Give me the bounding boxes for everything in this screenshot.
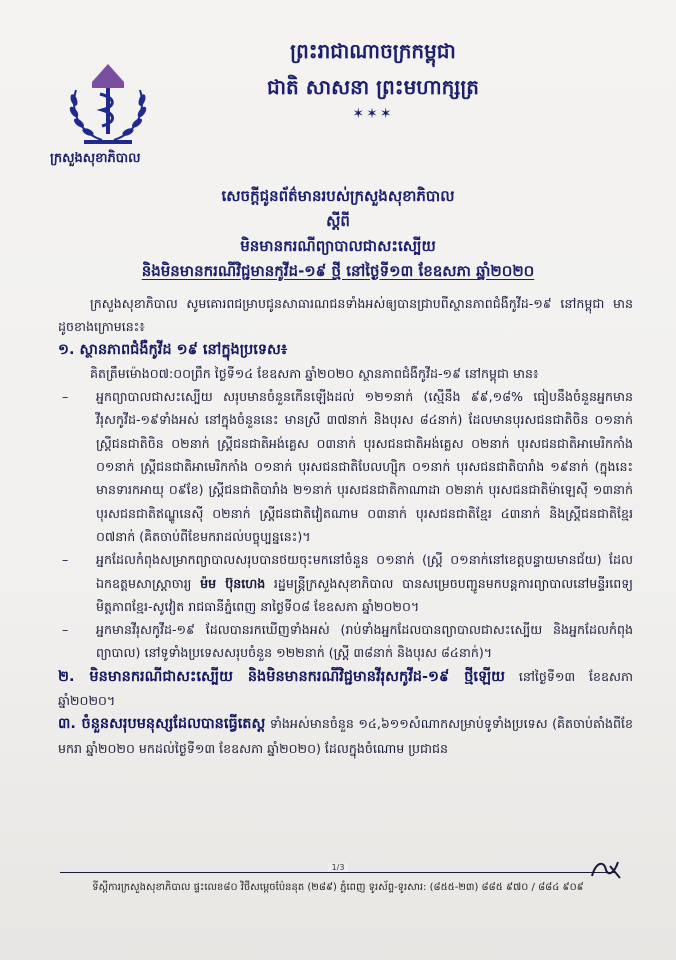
bullet-dash: – (62, 389, 69, 405)
title-line-4: និងមិនមានករណីវិជ្ជមានកូវីដ-១៩ ថ្មី នៅថ្ងៃទី១៣ ខែឧសភា ឆ្នាំ២០២០ (141, 262, 535, 280)
footer-divider (60, 872, 616, 873)
bullet-text: អ្នកមានវីរុសកូវីដ-១៩ ដែលបានរកឃើញទាំងអស់ (រាប់ទាំងអ្នកដែលបានព្យាបាលជាសះស្បើយ និងអ្នកដែលកំពុងព្យាបាល) នៅទូទាំងប្រទេសសរុបចំនួន ១២២នាក់ (ស្ត្រី ៣៨នាក់ និងបុរស ៨៤នាក់)។ (96, 622, 633, 661)
bullet-text: អ្នកព្យាបាលជាសះស្បើយ សរុបមានចំនួនកើនឡើងដល់ ១២១នាក់ (ស្មើនឹង ៩៩,១៨% ធៀបនឹងចំនួនអ្នកមានវីរុសកូវីដ-១៩ទាំងអស់ នៅក្នុងចំនួននេះ មានស្រី ៣៧នាក់ និងបុរស ៨៤នាក់) ដែលមានបុរសជនជាតិចិន ០១នាក់ ស្ត្រីជនជាតិចិន ០២នាក់ ស្ត្រីជនជាតិអង់គ្លេស ០៣នាក់ បុរសជនជាតិអង់គ្លេស ០២នាក់ បុរសជនជាតិអាមេរិកកាំង ០១នាក់ ស្ត្រីជនជាតិអាមេរិកកាំង ០១នាក់ បុរសជនជាតិបែលហ្ស៊ិក ០១នាក់ បុរសជនជាតិបារាំង ១៩នាក់ (ក្នុងនេះ មានទារកអាយុ ០៩ខែ) ស្ត្រីជនជាតិបារាំង ២១នាក់ បុរសជនជាតិកាណាដា ០២នាក់ បុរសជនជាតិម៉ាឡេស៊ី ១៣នាក់ បុរសជនជាតិឥណ្ឌូនេស៊ី ០២នាក់ ស្ត្រីជនជាតិវៀតណាម ០៣នាក់ បុរសជនជាតិខ្មែរ ៤៣នាក់ និងស្ត្រីជនជាតិខ្មែរ ០៧នាក់ (គិតចាប់ពីខែមករាដល់បច្ចុប្បន្ននេះ)។ (96, 389, 633, 544)
bullet-text (96, 548, 633, 618)
title-line-2: ស្ដីពី (326, 212, 350, 230)
document-body (58, 292, 633, 760)
bullet-text-part: អ្នកដែលកំពុងសម្រាកព្យាបាលសរុបបានថយចុះមកនៅចំនួន ០១នាក់ (ស្ត្រី ០១នាក់នៅខេត្តបន្ទាយមានជ័យ) ដែលឯកឧត្តមសាស្ត្រាចារ្យ (96, 552, 633, 591)
section-1-heading: ១. ស្ថានភាពជំងឺកូវីដ ១៩ នៅក្នុងប្រទេស៖ (58, 341, 288, 358)
section-2-paragraph (58, 665, 633, 713)
title-line-1: សេចក្ដីជូនព័ត៌មានរបស់ក្រសួងសុខាភិបាល (221, 187, 455, 205)
document-titles (0, 184, 676, 284)
section-3-paragraph (58, 712, 633, 760)
bullet-text-part: រដ្ឋមន្ត្រីក្រសួងសុខាភិបាល បានសម្រេចបញ្ជូនមកបន្តការព្យាបាលនៅមន្ទីរពេទ្យមិត្តភាពខ្មែរ-សូវៀត រាជធានីភ្នំពេញ នាថ្ងៃទី០៨ ខែឧសភា ឆ្នាំ២០២០។ (96, 575, 633, 614)
section-3-heading: ៣. ចំនួនសរុបមនុស្សដែលបានធ្វើតេស្ត (58, 716, 266, 733)
ministry-name: ក្រសួងសុខាភិបាល (50, 151, 141, 166)
section-3-text: ទាំងអស់មានចំនួន ១៤,៦១១សំណាកសម្រាប់ទូទាំងប្រទេស (គិតចាប់តាំងពីខែមករា ឆ្នាំ២០២០ មកដល់ថ្ងៃទី១៣ ខែឧសភា ឆ្នាំ២០២០) ដែលក្នុងចំណោម ប្រជាជន (58, 716, 634, 756)
page-number (0, 863, 676, 872)
bullet-dash: – (62, 552, 69, 568)
page-number-text: 1/3 (328, 863, 349, 872)
kingdom-title: ព្រះរាជាណាចក្រកម្ពុជា (290, 39, 456, 63)
intro-paragraph: ក្រសួងសុខាភិបាល សូមគោរពជម្រាបជូនសាធារណជនទាំងអស់ឲ្យបានជ្រាបពីស្ថានភាពជំងឺកូវីដ-១៩ នៅកម្ពុជា មានដូចខាងក្រោមនេះ៖ (58, 296, 633, 335)
section-2-heading: ២. មិនមានករណីជាសះស្បើយ និងមិនមានករណីវិជ្ជមានវីរុសកូវីដ-១៩ ថ្មីឡើយ (58, 668, 505, 685)
ministry-logo (62, 60, 154, 152)
national-motto: ជាតិ សាសនា ព្រះមហាក្សត្រ (267, 75, 479, 99)
list-item (58, 548, 633, 618)
bullet-dash: – (62, 622, 69, 638)
header-ornament: ✶✶✶ (352, 106, 394, 122)
minister-name: ម៉ម ប៊ុនហេង (200, 575, 266, 591)
list-item (58, 385, 633, 548)
section-2-text: នៅថ្ងៃទី១៣ ខែឧសភា ឆ្នាំ២០២០។ (58, 668, 633, 709)
title-line-3: មិនមានករណីព្យាបាលជាសះស្បើយ (240, 237, 436, 255)
section-1-lead: គិតត្រឹមម៉ោង០៧:០០ព្រឹក ថ្ងៃទី១៤ ខែឧសភា ឆ្នាំ២០២០ ស្ថានភាពជំងឺកូវីដ-១៩ នៅកម្ពុជា មាន៖ (90, 365, 539, 381)
list-item (58, 618, 633, 665)
footer-address: ទីស្ដីការក្រសួងសុខាភិបាល ផ្ទះលេខ៨០ វិថីសម្ដេចប៉ែននុត (២៨៩) ភ្នំពេញ ទូរស័ព្ទ-ទូរសារ: (៨៥៥-២៣) ៨៨៥ ៩៧០ / ៨៨៤ ៩០៩ (92, 882, 584, 893)
